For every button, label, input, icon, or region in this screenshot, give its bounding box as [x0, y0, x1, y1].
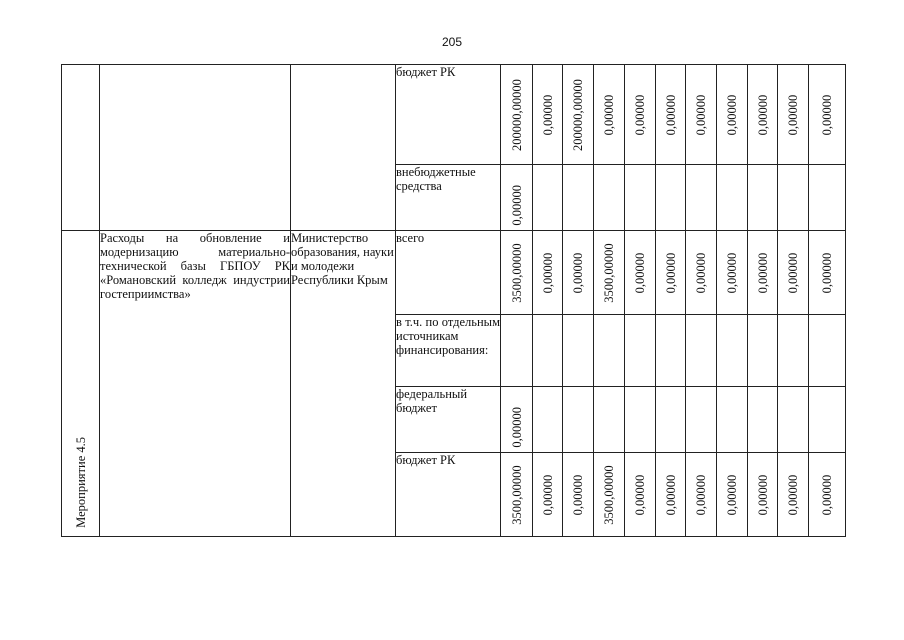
value-cell: 0,00000: [786, 94, 800, 135]
value-cell: 0,00000: [820, 252, 834, 293]
measure-label: Мероприятие 4.5: [73, 437, 88, 528]
measure-executor: Министерство образования, науки и молодежи Республики Крым: [291, 231, 396, 537]
value-cell: 0,00000: [755, 252, 770, 293]
value-cell: 200000,00000: [571, 78, 585, 151]
value-cell: 0,00000: [755, 94, 770, 135]
source-federal: федеральный бюджет: [396, 387, 501, 453]
value-cell: 0,00000: [663, 252, 678, 293]
value-cell: 200000,00000: [509, 78, 524, 151]
value-cell: 0,00000: [571, 474, 585, 515]
value-cell: 0,00000: [755, 474, 770, 515]
financing-table: [61, 64, 846, 537]
description-cell-top: [100, 65, 291, 231]
value-cell: 0,00000: [694, 474, 708, 515]
value-cell: 0,00000: [725, 474, 739, 515]
source-budget-rk-top: бюджет РК: [396, 65, 501, 165]
value-cell: 0,00000: [820, 474, 834, 515]
value-cell: 0,00000: [509, 185, 524, 226]
measure-label-cell: [62, 231, 100, 537]
measure-label-cell-top: [62, 65, 100, 231]
value-cell: 0,00000: [725, 252, 739, 293]
value-cell: 0,00000: [694, 94, 708, 135]
value-cell: 3500,00000: [509, 242, 524, 303]
executor-cell-top: [291, 65, 396, 231]
value-cell: 0,00000: [540, 94, 555, 135]
value-cell: 0,00000: [786, 474, 800, 515]
page-number: 205: [441, 35, 463, 49]
table-row: [62, 65, 846, 165]
value-cell: 0,00000: [602, 94, 616, 135]
value-cell: 0,00000: [725, 94, 739, 135]
source-extrabudget: внебюджетные средства: [396, 165, 501, 231]
value-cell: 0,00000: [571, 252, 585, 293]
value-cell: 0,00000: [540, 474, 555, 515]
value-cell: 3500,00000: [602, 242, 616, 303]
source-total: всего: [396, 231, 501, 315]
source-budget-rk-bottom: бюджет РК: [396, 453, 501, 537]
value-cell: 3500,00000: [509, 464, 524, 525]
source-by-source: в т.ч. по отдельным источникам финансирования:: [396, 315, 501, 387]
value-cell: 0,00000: [786, 252, 800, 293]
measure-description: Расходы на обновление и модернизацию материально-технической базы ГБПОУ РК «Романовский колледж индустрии гостеприимства»: [100, 231, 291, 537]
table-row: [62, 231, 846, 315]
value-cell: 0,00000: [633, 252, 647, 293]
value-cell: 0,00000: [663, 94, 678, 135]
value-cell: 3500,00000: [602, 464, 616, 525]
value-cell: 0,00000: [633, 94, 647, 135]
value-cell: 0,00000: [694, 252, 708, 293]
value-cell: 0,00000: [633, 474, 647, 515]
value-cell: 0,00000: [663, 474, 678, 515]
value-cell: 0,00000: [540, 252, 555, 293]
value-cell: 0,00000: [820, 94, 834, 135]
value-cell: 0,00000: [509, 407, 524, 448]
